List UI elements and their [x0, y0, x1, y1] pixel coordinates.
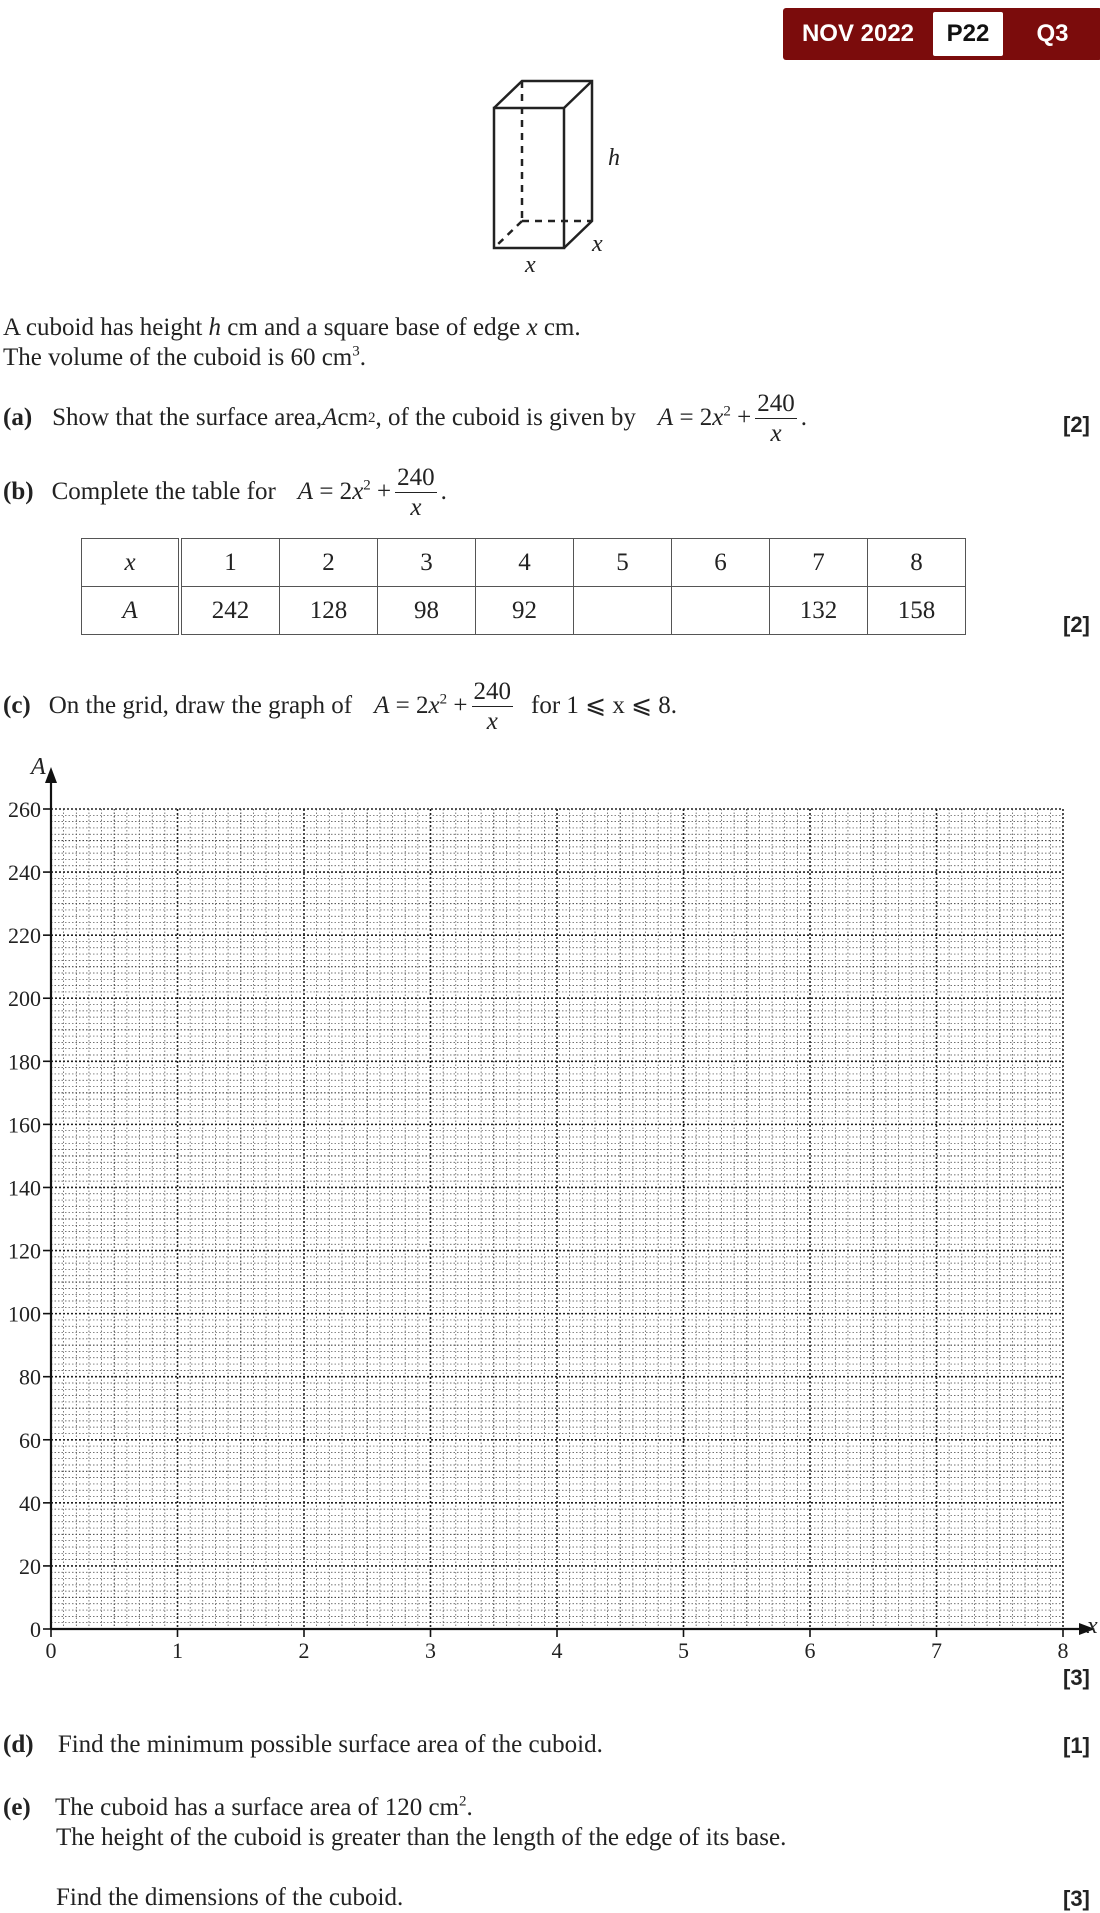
part-c: (c) On the grid, draw the graph of $A = 2x^2$ + $\frac{240}{x}$ for 1 ⩽ x ⩽ 8. — [3, 677, 678, 735]
part-c-formula: $A = 2x^2$ + — [374, 691, 468, 719]
part-a-formula: $A = 2x^2$ + — [657, 403, 752, 431]
table-cell: 98 — [378, 587, 476, 635]
part-b: (b) Complete the table for $A = 2x^2$ + $\frac{240}{x}$ . — [3, 463, 447, 521]
table-cell: 5 — [574, 539, 672, 587]
question-label: Q3 — [1036, 20, 1069, 47]
part-e: (e) The cuboid has a surface area of 120 $cm^2$. — [3, 1793, 473, 1821]
y-tick-label: 180 — [8, 1049, 41, 1075]
table-cell: 132 — [770, 587, 868, 635]
x-tick-label: 8 — [1057, 1638, 1069, 1663]
part-b-label: (b) — [3, 478, 34, 505]
table-row-x — [82, 539, 966, 587]
session-label: NOV 2022 — [801, 20, 915, 47]
table-cell: 1 — [180, 539, 280, 587]
cuboid-label-h: h — [608, 145, 620, 171]
y-tick-label: 20 — [19, 1553, 41, 1579]
table-cell: 3 — [378, 539, 476, 587]
part-e-line-3: Find the dimensions of the cuboid. — [56, 1884, 404, 1911]
y-tick-label: 220 — [8, 923, 41, 949]
table-answer-cell-6[interactable] — [672, 587, 770, 635]
y-axis-arrow — [45, 767, 57, 783]
cuboid-front-face — [494, 108, 564, 248]
part-a-label: (a) — [3, 404, 33, 431]
y-tick-label: 200 — [8, 986, 41, 1012]
table-header-a: A — [82, 587, 181, 635]
table-header-x: x — [82, 539, 181, 587]
part-e-marks: [3] — [1063, 1886, 1090, 1911]
y-tick-label: 120 — [8, 1238, 41, 1264]
part-a-marks: [2] — [1063, 412, 1090, 437]
table-cell: 242 — [180, 587, 280, 635]
x-tick-label: 6 — [804, 1638, 816, 1663]
graph-grid[interactable] — [0, 740, 1100, 1670]
part-c-marks: [3] — [1063, 1665, 1090, 1690]
intro-line-2: The volume of the cuboid is 60 $cm^3$. — [3, 343, 366, 371]
part-d-marks: [1] — [1063, 1733, 1090, 1758]
table-answer-cell-5[interactable] — [574, 587, 672, 635]
cuboid-back-edges — [494, 81, 592, 248]
y-tick-label: 40 — [19, 1490, 41, 1516]
part-a: (a) Show that the surface area, A cm 2 , of the cuboid is given by $A = 2x^2$ + $\frac{240}{x}$ . — [3, 389, 808, 447]
part-c-label: (c) — [3, 692, 31, 719]
intro-line-1: A cuboid has height h cm and a square base of edge x cm. — [3, 314, 581, 341]
values-table — [81, 538, 966, 635]
x-axis-label: x — [1087, 1613, 1098, 1639]
cuboid-diagram — [480, 75, 640, 275]
part-b-marks: [2] — [1063, 612, 1090, 637]
y-tick-label: 260 — [8, 797, 41, 822]
table-cell: 2 — [280, 539, 378, 587]
paper-label: P22 — [933, 12, 1003, 56]
table-cell: 8 — [868, 539, 966, 587]
x-tick-label: 0 — [45, 1638, 57, 1663]
y-tick-label: 80 — [19, 1364, 41, 1390]
table-cell: 128 — [280, 587, 378, 635]
y-tick-label: 60 — [19, 1427, 41, 1453]
part-e-line-2: The height of the cuboid is greater than the length of the edge of its base. — [56, 1824, 787, 1851]
x-tick-label: 5 — [678, 1638, 689, 1663]
y-tick-label: 160 — [8, 1112, 41, 1138]
table-cell: 7 — [770, 539, 868, 587]
table-cell: 6 — [672, 539, 770, 587]
part-b-formula: $A = 2x^2$ + — [297, 477, 392, 505]
cuboid-label-width: x — [525, 252, 536, 275]
x-tick-label: 7 — [931, 1638, 942, 1663]
table-cell: 158 — [868, 587, 966, 635]
table-cell: 92 — [476, 587, 574, 635]
cuboid-hidden-edges — [494, 81, 592, 248]
table-cell: 4 — [476, 539, 574, 587]
y-axis-label: A — [31, 754, 46, 780]
y-tick-label: 240 — [8, 860, 41, 886]
part-d-label: (d) — [3, 1731, 34, 1758]
y-tick-label: 100 — [8, 1301, 41, 1327]
table-row-a — [82, 587, 966, 635]
question-badge — [783, 8, 1100, 60]
part-e-label: (e) — [3, 1794, 31, 1821]
y-tick-label: 0 — [30, 1617, 41, 1642]
x-tick-label: 1 — [172, 1638, 183, 1663]
x-tick-label: 3 — [425, 1638, 436, 1663]
x-tick-label: 2 — [298, 1638, 310, 1663]
cuboid-label-depth: x — [592, 231, 603, 257]
part-d: (d) Find the minimum possible surface area of the cuboid. — [3, 1731, 603, 1758]
x-tick-label: 4 — [551, 1638, 563, 1663]
y-tick-label: 140 — [8, 1175, 41, 1201]
